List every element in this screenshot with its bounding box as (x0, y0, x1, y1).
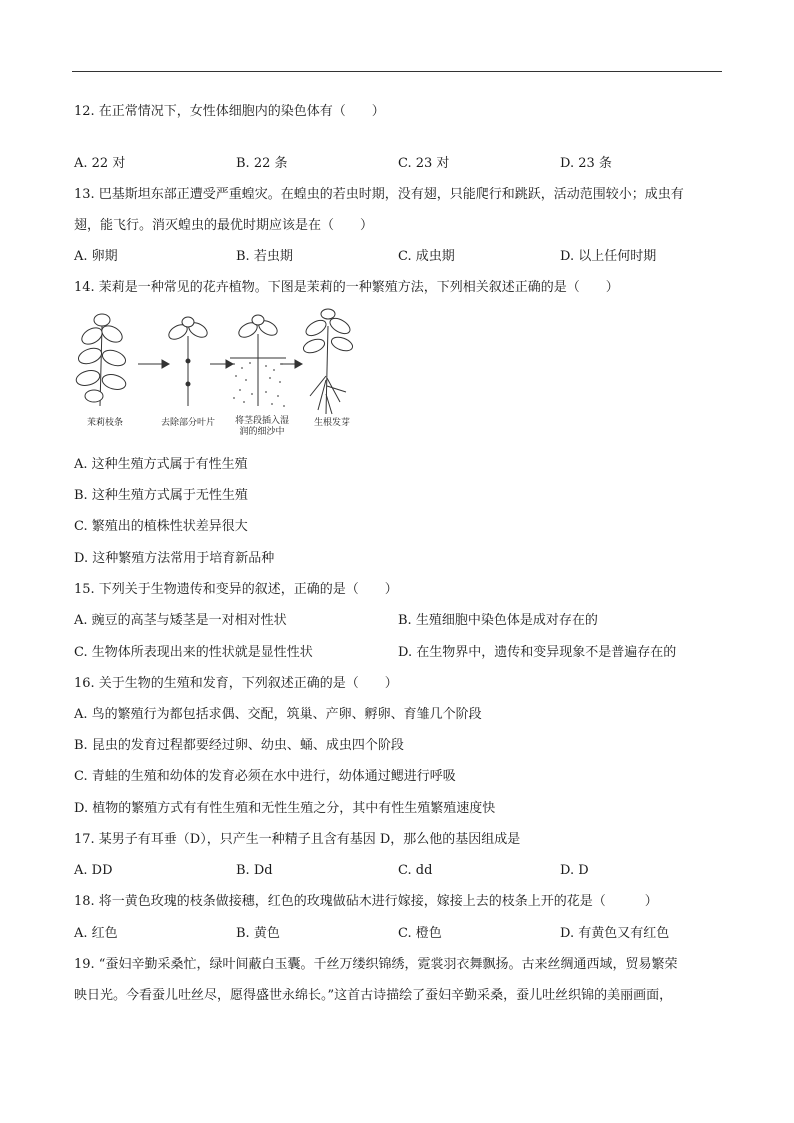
q13-option-d: D. 以上任何时期 (560, 249, 657, 264)
q15-option-c: C. 生物体所表现出来的性状就是显性性状 (74, 645, 313, 660)
q14-option-d: D. 这种繁殖方法常用于培育新品种 (74, 551, 275, 566)
q14-option-a: A. 这种生殖方式属于有性生殖 (74, 457, 248, 472)
arrow-icon (138, 360, 302, 368)
q17-option-a: A. DD (74, 863, 113, 878)
q18-stem: 18. 将一黄色玫瑰的枝条做接穗，红色的玫瑰做砧木进行嫁接，嫁接上去的枝条上开的花是（ ） (74, 894, 658, 909)
q14-option-b: B. 这种生殖方式属于无性生殖 (74, 488, 248, 503)
caption-branch: 茉莉枝条 (86, 418, 123, 428)
q12-option-c: C. 23 对 (398, 156, 450, 171)
trimmed-stem-icon (166, 317, 209, 406)
q16-option-b: B. 昆虫的发育过程都要经过卵、幼虫、蛹、成虫四个阶段 (74, 738, 404, 753)
q18-option-d: D. 有黄色又有红色 (560, 926, 670, 941)
q18-option-c: C. 橙色 (398, 926, 442, 941)
caption-insert-line1: 将茎段插入湿 (234, 416, 289, 426)
q17-option-d: D. D (560, 863, 589, 878)
q13-option-a: A. 卵期 (74, 249, 118, 264)
q15-option-a: A. 豌豆的高茎与矮茎是一对相对性状 (74, 613, 287, 628)
q15-option-d: D. 在生物界中，遗传和变异现象不是普遍存在的 (398, 645, 677, 660)
q18-option-a: A. 红色 (74, 926, 118, 941)
q13-stem-line1: 13. 巴基斯坦东部正遭受严重蝗灾。在蝗虫的若虫时期，没有翅，只能爬行和跳跃，活动范围较小；成虫有 (74, 187, 684, 202)
q15-option-b: B. 生殖细胞中染色体是成对存在的 (398, 613, 598, 628)
q12-option-b: B. 22 条 (236, 156, 288, 171)
q13-stem-line2: 翅，能飞行。消灭蝗虫的最优时期应该是在（ ） (74, 218, 374, 233)
q17-option-b: B. Dd (236, 863, 273, 878)
q16-option-d: D. 植物的繁殖方式有有性生殖和无性生殖之分，其中有性生殖繁殖速度快 (74, 801, 496, 816)
caption-root-sprout: 生根发芽 (313, 418, 350, 428)
q13-option-c: C. 成虫期 (398, 249, 455, 264)
caption-insert-line2: 润的细沙中 (239, 427, 285, 437)
q12-option-a: A. 22 对 (74, 156, 126, 171)
jasmine-cutting-figure (70, 306, 370, 438)
q14-option-c: C. 繁殖出的植株性状差异很大 (74, 519, 248, 534)
q16-option-c: C. 青蛙的生殖和幼体的发育必须在水中进行，幼体通过鳃进行呼吸 (74, 769, 456, 784)
q16-option-a: A. 鸟的繁殖行为都包括求偶、交配，筑巢、产卵、孵卵、育雏几个阶段 (74, 707, 482, 722)
q15-stem: 15. 下列关于生物遗传和变异的叙述，正确的是（ ） (74, 582, 398, 597)
q19-stem-line2: 映日光。今看蚕儿吐丝尽，愿得盛世永绵长。”这首古诗描绘了蚕妇辛勤采桑，蚕儿吐丝织锦的美丽画面， (74, 988, 673, 1003)
q13-option-b: B. 若虫期 (236, 249, 293, 264)
cutting-illustration (70, 306, 370, 416)
q14-stem: 14. 茉莉是一种常见的花卉植物。下图是茉莉的一种繁殖方法，下列相关叙述正确的是（ ） (74, 280, 619, 295)
q16-stem: 16. 关于生物的生殖和发育，下列叙述正确的是（ ） (74, 676, 398, 691)
plant-branch-icon (75, 314, 128, 406)
q18-option-b: B. 黄色 (236, 926, 280, 941)
stem-in-sand-icon (230, 315, 286, 406)
q17-stem: 17. 某男子有耳垂（D），只产生一种精子且含有基因 D，那么他的基因组成是 (74, 832, 521, 847)
sand-dots (233, 362, 285, 407)
rooted-plant-icon (302, 309, 355, 414)
q12-option-d: D. 23 条 (560, 156, 612, 171)
caption-remove-leaves: 去除部分叶片 (160, 418, 215, 428)
q19-stem-line1: 19. “蚕妇辛勤采桑忙，绿叶间蔽白玉囊。千丝万缕织锦绣，霓裳羽衣舞飘扬。古来丝绸通西域，贸易繁荣 (74, 957, 678, 972)
header-rule (72, 71, 722, 72)
q17-option-c: C. dd (398, 863, 433, 878)
q12-stem: 12. 在正常情况下，女性体细胞内的染色体有（ ） (74, 104, 385, 119)
